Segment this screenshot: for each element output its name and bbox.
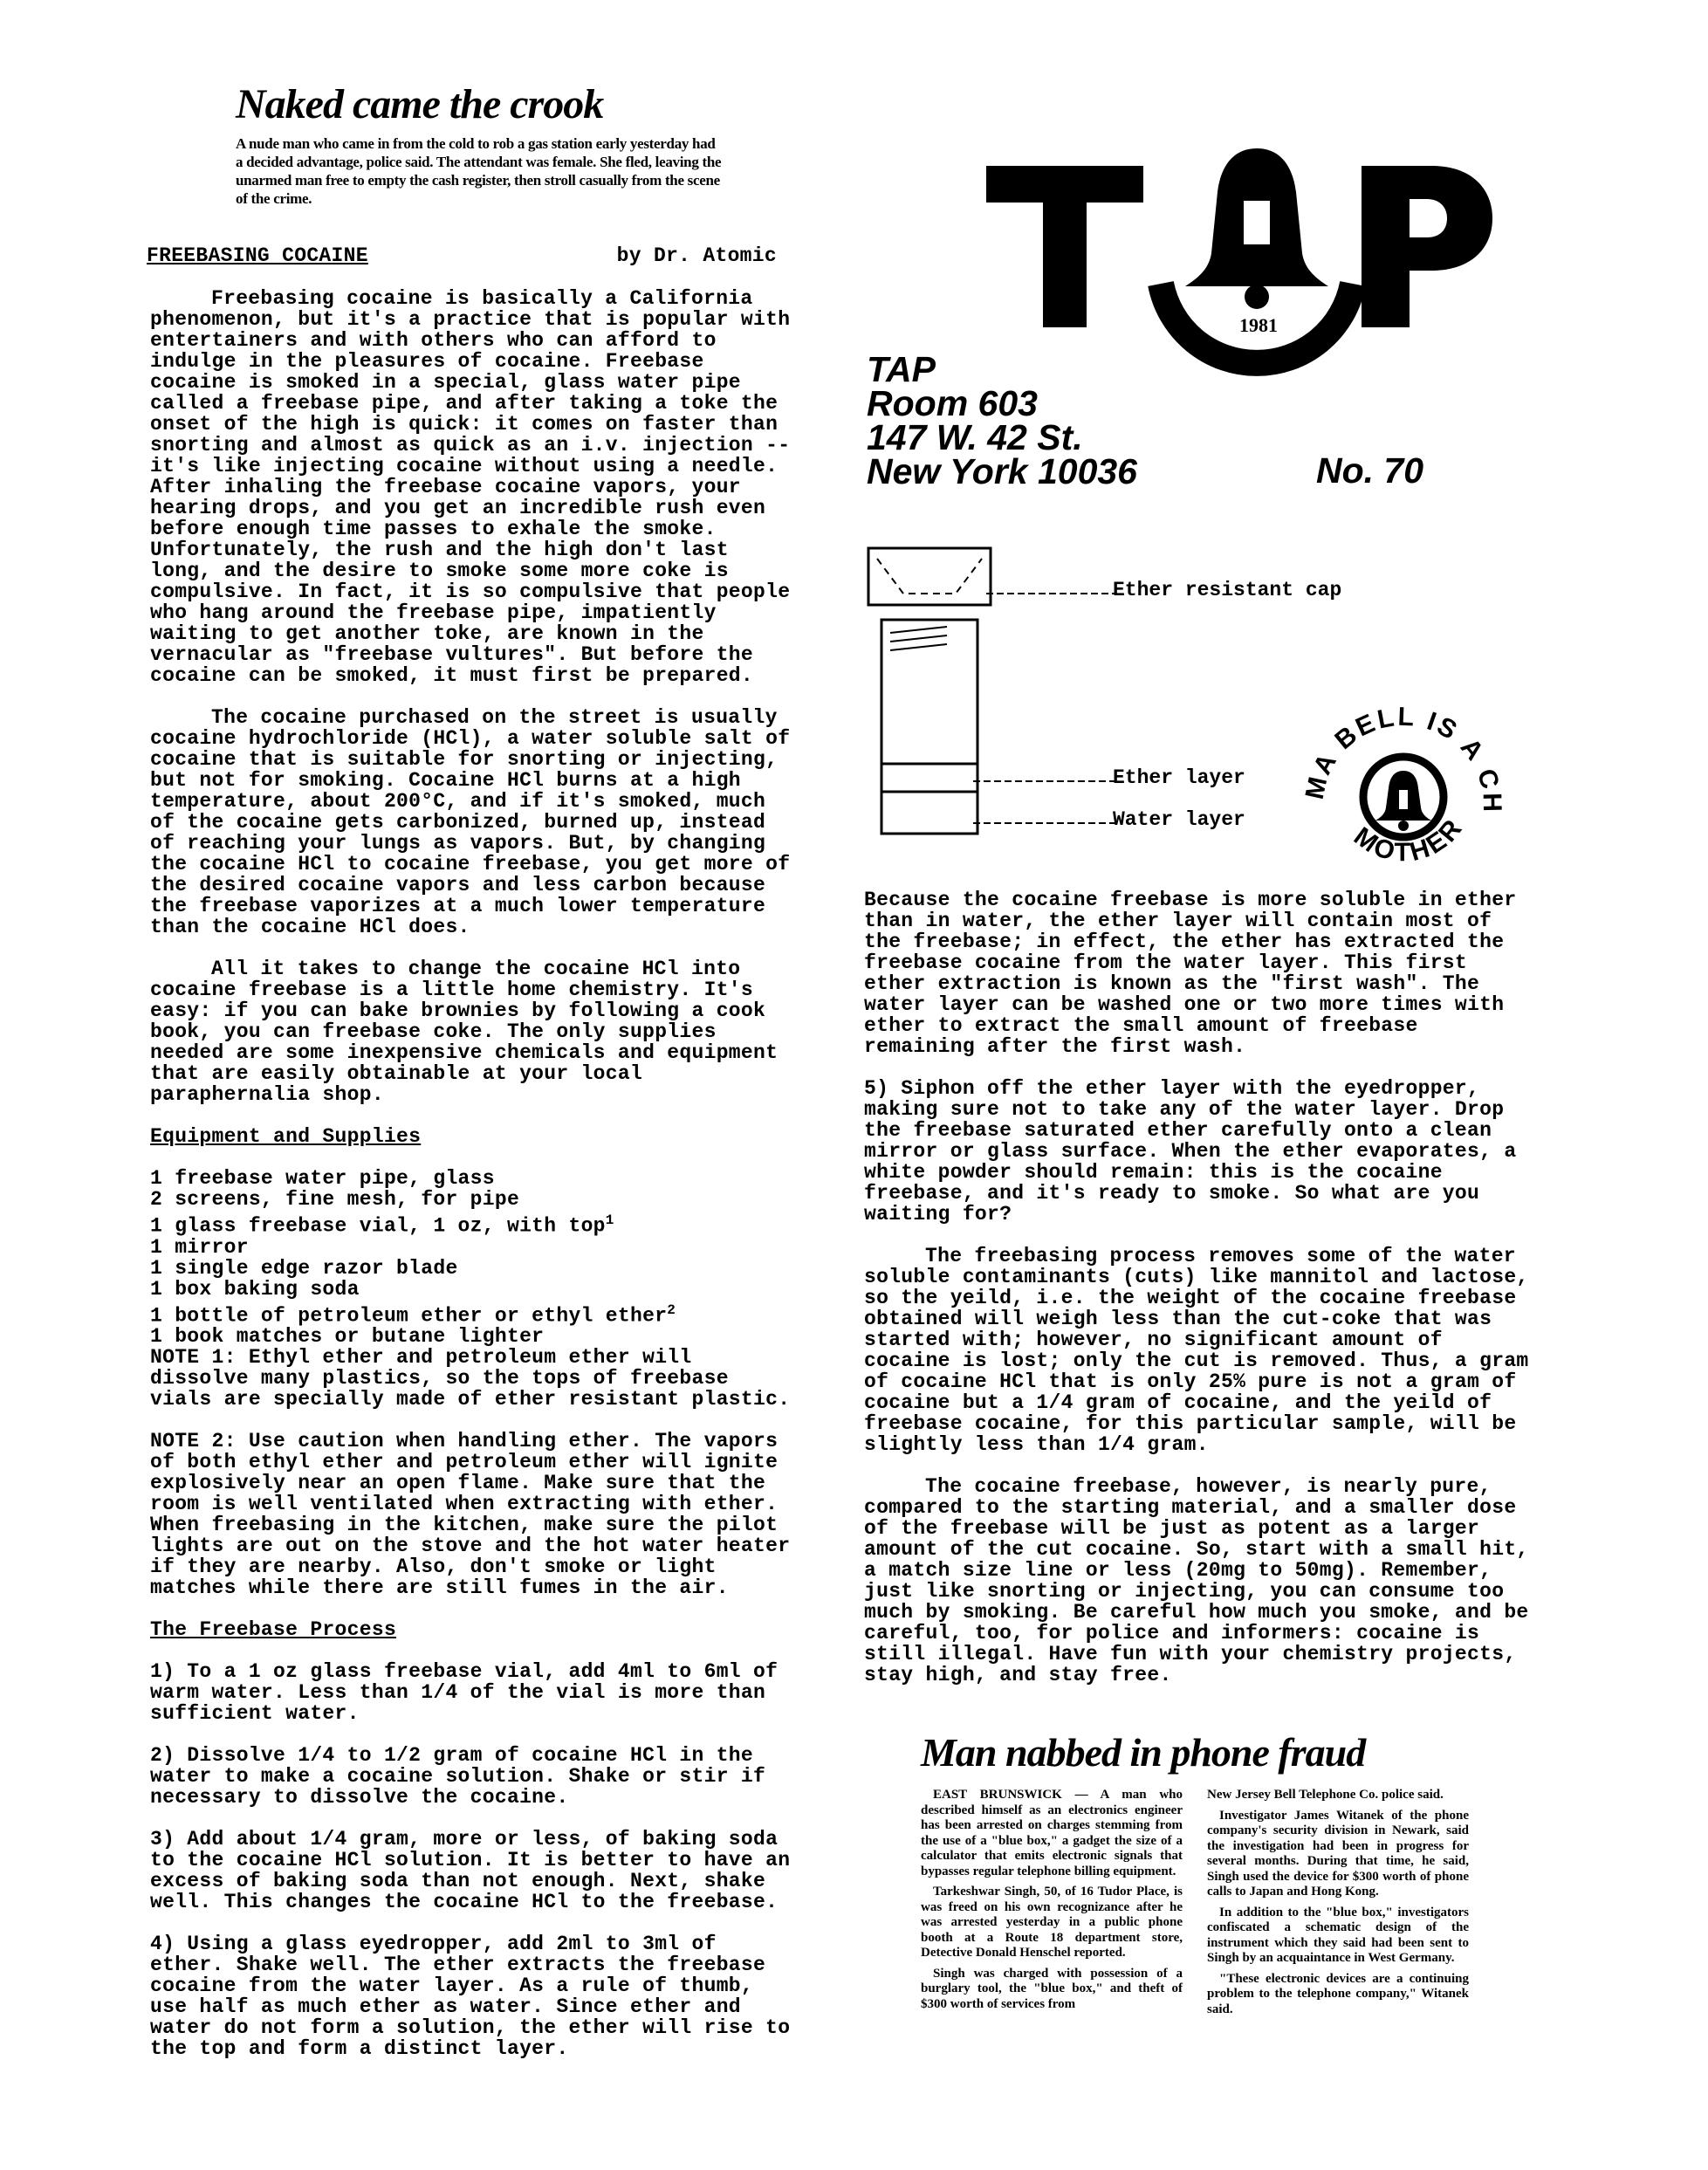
equipment-item: 1 bottle of petroleum ether or ethyl ether [150, 1304, 668, 1328]
footnote-marker: 1 [605, 1212, 614, 1228]
equipment-item: 1 mirror [150, 1235, 249, 1259]
equipment-item-vial [150, 1210, 796, 1237]
address-line: Room 603 [867, 383, 1038, 423]
news-column-2 [1207, 1788, 1469, 2022]
logo-year: 1981 [1239, 314, 1278, 336]
clipping-naked-came-the-crook [236, 80, 724, 208]
news-column-1 [921, 1788, 1183, 2022]
ma-bell-seal-graphic [1299, 694, 1508, 903]
equipment-list [150, 1168, 796, 1347]
footnote-marker: 2 [667, 1301, 676, 1318]
bell-clapper [1245, 285, 1269, 309]
logo-letter-p-hole [1410, 199, 1447, 237]
vial-highlight [890, 644, 947, 650]
article-body-right [864, 889, 1534, 1686]
news-paragraph: Singh was charged with possession of a burglary tool, the "blue box," and theft of $300 worth of services from [921, 1966, 1183, 2011]
article-paragraph: The cocaine purchased on the street is usually cocaine hydrochloride (HCl), a water soluble salt of cocaine that is suitable for snorting or injecting, but not for smoking. Cocaine HCl burns at a high temperature, about 200°C, and if it's smoked, much of the cocaine gets carbonized, burned up, instead of reaching your lungs as vapors. But, by changing the cocaine HCl to cocaine freebase, you get more of the desired cocaine vapors and less carbon because the freebase vaporizes at a much lower temperature than the cocaine HCl does. [150, 706, 791, 938]
article-byline: by Dr. Atomic [616, 244, 777, 267]
label-ether-layer: Ether layer [1113, 766, 1245, 789]
address-line: TAP [867, 349, 936, 389]
news-paragraph: Tarkeshwar Singh, 50, of 16 Tudor Place, is was freed on his own recognizance after he was arrested yesterday in a public phone booth at a Route 18 department store, Detective Donald Henschel reported. [921, 1885, 1183, 1960]
clipping-headline: Naked came the crook [236, 81, 604, 127]
clipping-body: A nude man who came in from the cold to rob a gas station early yesterday had a decided advantage, police said. The attendant was female. She fled, leaving the unarmed man free to empty the cash register, then stroll casually from the scene of the crime. [236, 135, 722, 207]
vial-cap-fold [877, 559, 982, 594]
vial-cap [868, 548, 991, 605]
seal-bottom-text: MOTHER [1348, 812, 1470, 868]
news-columns [921, 1788, 1523, 2022]
process-step: 5) Siphon off the ether layer with the eyedropper, making sure not to take any of the water layer. Drop the freebase saturated ether carefully onto a clean mirror or glass surface. When the ether evaporates, a white powder should remain: this is the cocaine freebase, and it's ready to smoke. So what are you waiting for? [864, 1077, 1517, 1226]
news-paragraph: In addition to the "blue box," investigators confiscated a schematic design of the instrument which they said had been sent to Singh by an acquaintance in West Germany. [1207, 1905, 1469, 1965]
article-title: FREEBASING COCAINE [147, 244, 368, 267]
logo-letter-t-stem [1043, 166, 1087, 327]
article-paragraph: The freebasing process removes some of the water soluble contaminants (cuts) like mannitol and lactose, so the yeild, i.e. the weight of the cocaine freebase obtained will weigh less than the cut-coke that was started with; however, no significant amount of cocaine is lost; only the cut is removed. Thus, a gram of cocaine HCl that is only 25% pure is not a gram of cocaine but a 1/4 gram of cocaine, and the yeild of freebase cocaine, for this particular sample, will be slightly less than 1/4 gram. [864, 1245, 1529, 1456]
tap-logo-graphic [986, 131, 1492, 384]
equipment-item-ether [150, 1300, 796, 1327]
seal-top-text: MA BELL IS A CH [1300, 702, 1507, 815]
equipment-item: 1 single edge razor blade [150, 1256, 458, 1280]
label-ether-resistant-cap: Ether resistant cap [1113, 579, 1342, 601]
equipment-item: 2 screens, fine mesh, for pipe [150, 1188, 520, 1211]
address-line: New York 10036 [867, 451, 1137, 491]
vial-body [881, 620, 977, 834]
process-heading: The Freebase Process [150, 1618, 397, 1642]
process-step: 2) Dissolve 1/4 to 1/2 gram of cocaine HCl in the water to make a cocaine solution. Shake or stir if necessary to dissolve the cocaine. [150, 1744, 766, 1809]
article-paragraph: All it takes to change the cocaine HCl into cocaine freebase is a little home chemistry. It's easy: if you can bake brownies by following a cook book, you can freebase coke. The only supplies needed are some inexpensive chemicals and equipment that are easily obtainable at your local paraphernalia shop. [150, 958, 779, 1106]
process-step: 4) Using a glass eyedropper, add 2ml to 3ml of ether. Shake well. The ether extracts the freebase cocaine from the water layer. As a rule of thumb, use half as much ether as water. Since ether and water do not form a solution, the ether will rise to the top and form a distinct layer. [150, 1933, 791, 2061]
equipment-item: 1 glass freebase vial, 1 oz, with top [150, 1214, 606, 1238]
process-step: 1) To a 1 oz glass freebase vial, add 4ml to 6ml of warm water. Less than 1/4 of the vial is more than sufficient water. [150, 1660, 779, 1726]
article-paragraph: The cocaine freebase, however, is nearly pure, compared to the starting material, and a smaller dose of the freebase will be just as potent as a larger amount of the cut cocaine. So, start with a small hit, a match size line or less (20mg to 50mg). Remember, just like snorting or injecting, you can consume too much by smoking. Be careful how much you smoke, and be careful, too, for police and informers: cocaine is still illegal. Have fun with your chemistry projects, stay high, and stay free. [864, 1475, 1529, 1686]
process-step: 3) Add about 1/4 gram, more or less, of baking soda to the cocaine HCl solution. It is better to have an excess of baking soda than not enough. Next, shake well. This changes the cocaine HCl to the freebase. [150, 1828, 791, 1914]
vial-highlight [890, 635, 947, 642]
bell-slot [1244, 201, 1270, 244]
equipment-item: 1 box baking soda [150, 1277, 360, 1301]
vial-highlight [890, 627, 947, 633]
news-paragraph: Investigator James Witanek of the phone company's security division in Newark, said the investigation had been in progress for several months. During that time, he said, Singh used the device for $300 worth of phone calls to Japan and Hong Kong. [1207, 1808, 1469, 1899]
news-paragraph: "These electronic devices are a continuing problem to the telephone company," Witanek said. [1207, 1971, 1469, 2016]
label-water-layer: Water layer [1113, 808, 1245, 831]
note-1: NOTE 1: Ethyl ether and petroleum ether will dissolve many plastics, so the tops of freebase vials are specially made of ether resistant plastic. [150, 1346, 791, 1411]
bell-slot [1399, 790, 1408, 809]
article-header [147, 245, 777, 268]
article-paragraph: Freebasing cocaine is basically a California phenomenon, but it's a practice that is popular with entertainers and with others who can afford to indulge in the pleasures of cocaine. Freebase cocaine is smoked in a special, glass water pipe called a freebase pipe, and after taking a toke the onset of the high is quick: it comes on faster than snorting and almost as quick as an i.v. injection -- it's like injecting cocaine without using a needle. After inhaling the freebase cocaine vapors, your hearing drops, and you get an incredible rush even before enough time passes to exhale the smoke. Unfortunately, the rush and the high don't last long, and the desire to smoke some more coke is compulsive. In fact, it is so compulsive that people who hang around the freebase pipe, impatiently waiting to get another toke, are known in the vernacular as "freebase vultures". But before the cocaine can be smoked, it must first be prepared. [150, 287, 791, 687]
bell-clapper [1398, 821, 1409, 831]
news-headline: Man nabbed in phone fraud [921, 1730, 1366, 1775]
masthead-address [867, 349, 1216, 491]
article-paragraph: Because the cocaine freebase is more soluble in ether than in water, the ether layer will contain most of the freebase; in effect, the ether has extracted the freebase cocaine from the water layer. This first ether extraction is known as the "first wash". The water layer can be washed one or two more times with ether to extract the small amount of freebase remaining after the first wash. [864, 889, 1517, 1058]
news-paragraph: New Jersey Bell Telephone Co. police said. [1207, 1788, 1444, 1802]
issue-number: No. 70 [1316, 450, 1424, 491]
equipment-heading: Equipment and Supplies [150, 1125, 422, 1148]
ma-bell-seal [1299, 694, 1508, 903]
address-line: 147 W. 42 St. [867, 417, 1083, 457]
news-paragraph: EAST BRUNSWICK — A man who described himself as an electronics engineer has been arrested on charges stemming from the use of a "blue box," a gadget the size of a calculator that emits electronic signals that bypasses regular telephone billing equipment. [921, 1788, 1183, 1878]
article-body-left [150, 288, 796, 2059]
equipment-item: 1 freebase water pipe, glass [150, 1167, 495, 1190]
vial-diagram-graphic [864, 541, 1126, 838]
tap-logo [986, 131, 1492, 384]
equipment-item: 1 book matches or butane lighter [150, 1325, 545, 1349]
news-clipping [921, 1730, 1523, 2022]
note-2: NOTE 2: Use caution when handling ether. The vapors of both ethyl ether and petroleum ether will ignite explosively near an open flame. Make sure that the room is well ventilated when extracting with ether. When freebasing in the kitchen, make sure the pilot lights are out on the stove and the hot water heater if they are nearby. Also, don't smoke or light matches while there are still fumes in the air. [150, 1430, 791, 1600]
